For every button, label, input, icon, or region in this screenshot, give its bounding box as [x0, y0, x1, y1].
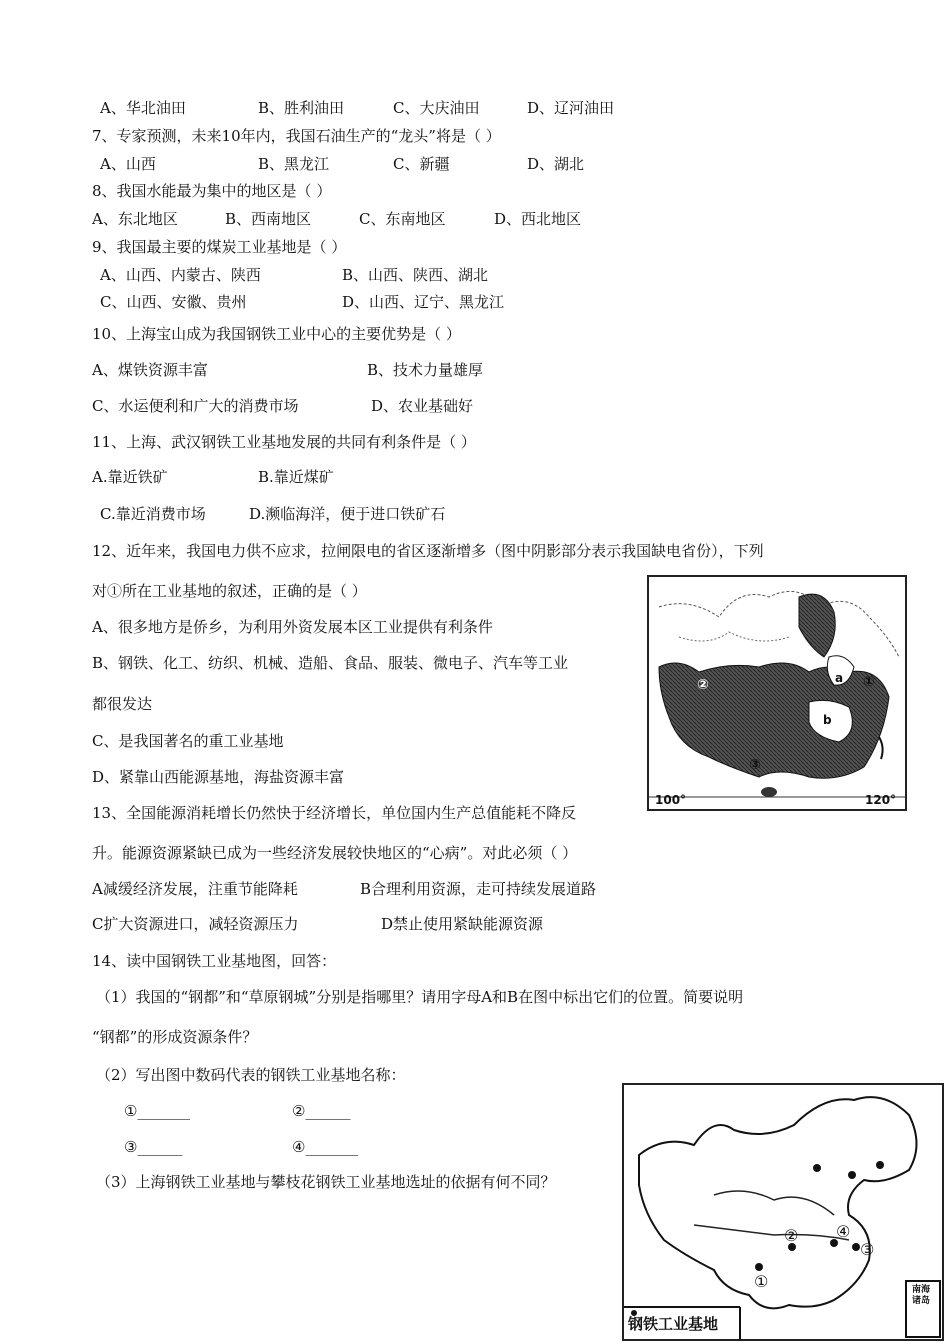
q9-option-a: A、山西、内蒙古、陕西 — [100, 266, 261, 284]
q6-option-d: D、辽河油田 — [527, 99, 615, 117]
q13-option-b: B合理利用资源，走可持续发展道路 — [360, 880, 597, 898]
map2-label-1: ① — [754, 1272, 769, 1291]
q13-option-a: A减缓经济发展，注重节能降耗 — [92, 880, 298, 898]
q7-option-c: C、新疆 — [393, 155, 450, 173]
q9-option-c: C、山西、安徽、贵州 — [100, 293, 247, 311]
map2-label-2: ② — [784, 1226, 799, 1245]
q6-option-b: B、胜利油田 — [258, 99, 345, 117]
q13-stem: 13、全国能源消耗增长仍然快于经济增长，单位国内生产总值能耗不降反 — [92, 804, 577, 822]
q9-stem: 9、我国最主要的煤炭工业基地是（ ） — [92, 238, 347, 256]
steel-base-map — [622, 1083, 944, 1341]
steel-base-map-graphic — [624, 1085, 942, 1339]
q11-option-c: C.靠近消费市场 — [100, 505, 206, 523]
map1-label-1: ① — [863, 674, 875, 690]
q8-option-a: A、东北地区 — [92, 210, 178, 228]
q9-option-b: B、山西、陕西、湖北 — [342, 266, 489, 284]
power-shortage-map-graphic — [649, 577, 905, 809]
q14-blank-3: ③______ — [124, 1138, 183, 1156]
q12-option-b-cont: 都很发达 — [92, 695, 153, 713]
map2-inset-label: 南海诸岛 — [912, 1285, 931, 1306]
power-shortage-map — [647, 575, 907, 811]
q10-stem: 10、上海宝山成为我国钢铁工业中心的主要优势是（ ） — [92, 325, 461, 343]
q12-option-c: C、是我国著名的重工业基地 — [92, 732, 284, 750]
q8-option-d: D、西北地区 — [494, 210, 582, 228]
map1-deg-left: 100° — [655, 793, 687, 807]
map1-label-3: ③ — [749, 757, 761, 773]
q12-option-a: A、很多地方是侨乡，为利用外资发展本区工业提供有利条件 — [92, 618, 493, 636]
q7-option-b: B、黑龙江 — [258, 155, 330, 173]
q10-option-a: A、煤铁资源丰富 — [92, 361, 208, 379]
q6-option-a: A、华北油田 — [100, 99, 186, 117]
q7-option-d: D、湖北 — [527, 155, 585, 173]
q13-option-c: C扩大资源进口，减轻资源压力 — [92, 915, 299, 933]
q14-part2: （2）写出图中数码代表的钢铁工业基地名称： — [96, 1066, 406, 1084]
q14-part1-cont: “钢都”的形成资源条件？ — [92, 1028, 258, 1046]
q11-stem: 11、上海、武汉钢铁工业基地发展的共同有利条件是（ ） — [92, 433, 476, 451]
q8-stem: 8、我国水能最为集中的地区是（ ） — [92, 182, 332, 200]
map2-legend: 钢铁工业基地 — [628, 1315, 719, 1333]
q11-option-d: D.濒临海洋，便于进口铁矿石 — [249, 505, 446, 523]
map1-label-2: ② — [697, 677, 709, 693]
q12-option-d: D、紧靠山西能源基地，海盐资源丰富 — [92, 768, 345, 786]
q14-part1: （1）我国的“钢都”和“草原钢城”分别是指哪里？请用字母A和B在图中标出它们的位置。简要说明 — [96, 988, 744, 1006]
q14-part3: （3）上海钢铁工业基地与攀枝花钢铁工业基地选址的依据有何不同？ — [96, 1173, 556, 1191]
q12-option-b: B、钢铁、化工、纺织、机械、造船、食品、服装、微电子、汽车等工业 — [92, 654, 569, 672]
q13-stem-cont: 升。能源资源紧缺已成为一些经济发展较快地区的“心病”。对此必须（ ） — [92, 844, 578, 862]
q12-stem-cont: 对①所在工业基地的叙述，正确的是（ ） — [92, 582, 367, 600]
map1-label-b: b — [823, 713, 832, 727]
q10-option-d: D、农业基础好 — [371, 397, 474, 415]
map2-label-3: ③ — [860, 1240, 875, 1259]
q14-blank-2: ②______ — [292, 1102, 351, 1120]
q7-stem: 7、专家预测，未来10年内，我国石油生产的“龙头”将是（ ） — [92, 127, 501, 145]
q14-blank-1: ①_______ — [124, 1102, 190, 1120]
q10-option-c: C、水运便利和广大的消费市场 — [92, 397, 299, 415]
q9-option-d: D、山西、辽宁、黑龙江 — [342, 293, 505, 311]
q8-option-c: C、东南地区 — [359, 210, 446, 228]
q8-option-b: B、西南地区 — [225, 210, 312, 228]
q11-option-b: B.靠近煤矿 — [258, 468, 334, 486]
q14-stem: 14、读中国钢铁工业基地图，回答： — [92, 952, 337, 970]
q14-blank-4: ④_______ — [292, 1138, 358, 1156]
q13-option-d: D禁止使用紧缺能源资源 — [381, 915, 544, 933]
map1-deg-right: 120° — [865, 793, 897, 807]
q10-option-b: B、技术力量雄厚 — [367, 361, 484, 379]
q12-stem: 12、近年来，我国电力供不应求，拉闸限电的省区逐渐增多（图中阴影部分表示我国缺电省份），下列 — [92, 542, 764, 560]
map1-label-a: a — [835, 671, 844, 685]
q6-option-c: C、大庆油田 — [393, 99, 480, 117]
q11-option-a: A.靠近铁矿 — [92, 468, 168, 486]
map2-label-4: ④ — [836, 1222, 851, 1241]
q7-option-a: A、山西 — [100, 155, 156, 173]
